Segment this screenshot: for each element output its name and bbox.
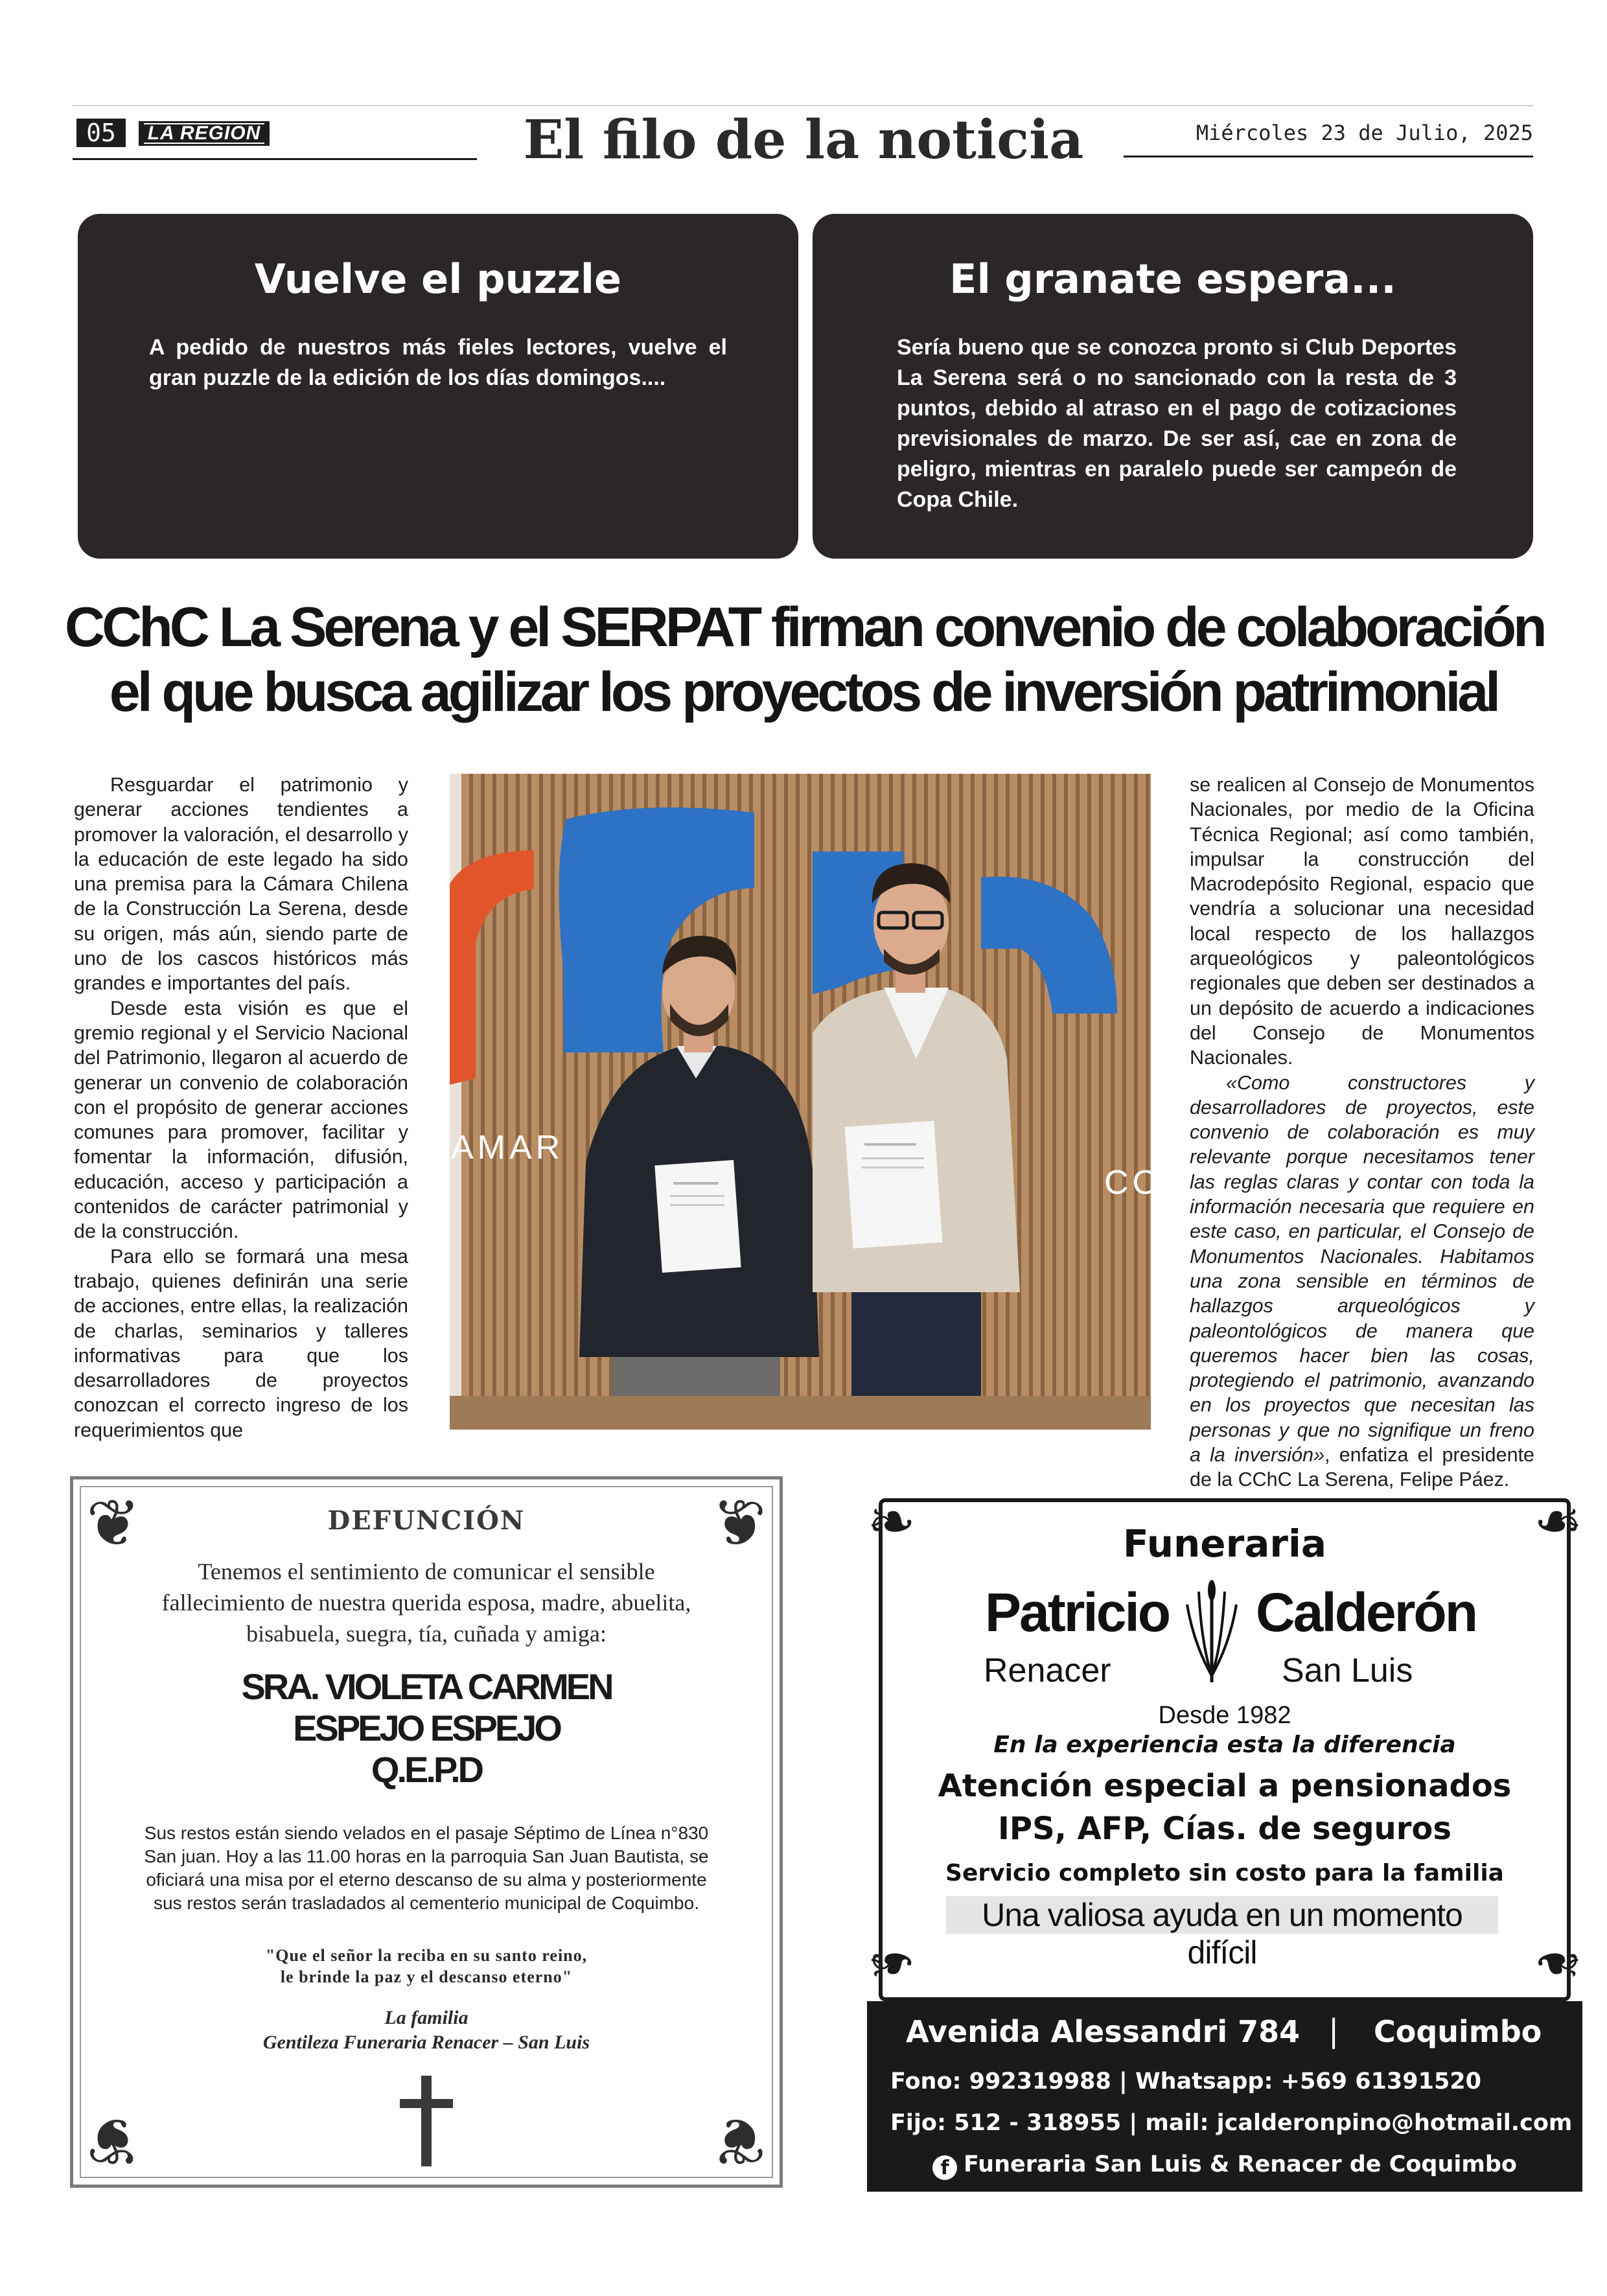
- note-title: Vuelve el puzzle: [254, 255, 622, 303]
- ad-phone-line: Fono: 992319988 | Whatsapp: +569 61391520: [890, 2069, 1482, 2094]
- obituary-quote-line: le brinde la paz y el descanso eterno": [280, 1967, 573, 1986]
- header-rule-right: [1124, 156, 1533, 157]
- ad-service: Servicio completo sin costo para la familia: [945, 1860, 1504, 1886]
- section-title: El filo de la noticia: [523, 109, 1084, 171]
- article-paragraph: Para ello se formará una mesa trabajo, quienes definirán una serie de acciones, entre ellas, la realización de charlas, seminarios y talleres informativas para que los desarrolladores de proyectos conozcan el correcto ingreso de los requerimientos que: [74, 1245, 408, 1441]
- obituary-intro: Tenemos el sentimiento de comunicar el sensible fallecimiento de nuestra querida esposa, madre, abuelita, bisabuela, suegra, tía, cuñada y amiga:: [161, 1559, 691, 1647]
- ad-attention-line-2: IPS, AFP, Cías. de seguros: [998, 1811, 1451, 1847]
- obituary-name: [73, 1666, 780, 1791]
- wheat-icon: [1181, 1579, 1243, 1682]
- article-paragraph: se realicen al Consejo de Monumentos Nacionales, por medio de la Oficina Técnica Regional; así como también, impulsar la construcción del Macrodepósito Regional, espacio que vendría a solucionar una necesidad local respecto de los hallazgos arqueológicos y paleontológicos regionales que deben ser destinados a un depósito de acuerdo a indicaciones del Consejo de Monumentos Nacionales.: [1190, 774, 1534, 1069]
- obituary-name-line: ESPEJO ESPEJO: [293, 1708, 560, 1748]
- ornament-bottom-right-icon: ❦: [712, 2103, 767, 2179]
- publication-logo: [139, 121, 270, 146]
- headline-line-2: el que busca agilizar los proyectos de inversión patrimonial: [109, 661, 1498, 723]
- ad-ornament-right-icon: ❧: [1533, 1488, 1582, 1556]
- note-title: El granate espera...: [949, 255, 1396, 303]
- obituary-name-line: Q.E.P.D: [371, 1749, 482, 1790]
- ad-facebook-text: Funeraria San Luis & Renacer de Coquimbo: [964, 2151, 1517, 2177]
- ornament-top-left-icon: ❦: [86, 1485, 141, 1561]
- obituary-signature-line: Gentileza Funeraria Renacer – San Luis: [262, 2032, 590, 2053]
- ad-contact-panel: [867, 2001, 1582, 2192]
- ornament-bottom-left-icon: ❦: [86, 2103, 141, 2179]
- ad-address: Avenida Alessandri 784: [906, 2014, 1301, 2049]
- ad-name-last: Calderón: [1256, 1582, 1477, 1643]
- obituary-signature: [73, 2006, 780, 2055]
- obituary-quote-line: "Que el señor la reciba en su santo reino,: [265, 1946, 588, 1965]
- ad-since: Desde 1982: [1158, 1702, 1291, 1729]
- document-left: [654, 1160, 741, 1273]
- article-column-left: [74, 772, 408, 1443]
- ad-sub-renacer: Renacer: [984, 1652, 1111, 1689]
- article-paragraph: Desde esta visión es que el gremio regional y el Servicio Nacional del Patrimonio, llegaron al acuerdo de generar un convenio de colaboración con el propósito de generar acciones comunes para promover, facilitar y fomentar la información, difusión, educación, acceso y participación a contenidos de carácter patrimonial y de la construcción.: [74, 997, 408, 1243]
- top-rule: [73, 105, 1533, 106]
- ad-ornament-bottom-left-icon: ❧: [867, 1929, 916, 1997]
- header-rule-left: [73, 158, 477, 160]
- ad-fixed-line: Fijo: 512 - 318955 | mail: jcalderonpino@hotmail.com: [890, 2110, 1573, 2136]
- ad-separator: |: [1328, 2013, 1339, 2049]
- article-quote: «Como constructores y desarrolladores de proyectos, este convenio de colaboración es muy relevante porque necesitamos tener las reglas claras y contar con toda la información necesaria que requiere en este caso, en particular, el Consejo de Monumentos Nacionales. Habitamos una zona sensible en términos de hallazgos arqueológicos y paleontológicos de manera que queremos hacer bien las cosas, protegiendo el patrimonio, avanzando en los proyectos que necesitan las personas y que no signifique un freno a la inversión»: [1190, 1071, 1534, 1467]
- publication-name: LA REGION: [144, 123, 265, 144]
- facebook-icon: f: [932, 2155, 957, 2180]
- wall-text-right: CO: [1104, 1164, 1162, 1201]
- article-paragraph: Resguardar el patrimonio y generar acciones tendientes a promover la valoración, el desarrollo y la educación de este legado ha sido una premisa para la Cámara Chilena de la Construcción La Serena, desde su origen, más aún, siendo parte de uno de los cascos históricos más grandes e importantes del país.: [74, 774, 408, 995]
- ad-sub-san-luis: San Luis: [1282, 1652, 1413, 1689]
- floor: [450, 1396, 1151, 1430]
- article-photo: [450, 774, 1162, 1430]
- note-box-puzzle: [78, 214, 798, 559]
- ad-facebook: [867, 2151, 1582, 2180]
- note-box-granate: [813, 214, 1533, 559]
- issue-date: Miércoles 23 de Julio, 2025: [1196, 121, 1533, 145]
- page-number: 05: [76, 119, 126, 147]
- ad-attention-line-1: Atención especial a pensionados: [938, 1768, 1512, 1804]
- quote-attribution: , enfatiza el presidente de la CChC La Serena, Felipe Páez.: [1190, 1444, 1534, 1491]
- ad-ornament-left-icon: ❧: [867, 1488, 916, 1556]
- ad-ornament-bottom-right-icon: ❧: [1533, 1929, 1582, 1997]
- obituary-heading: DEFUNCIÓN: [327, 1505, 526, 1536]
- ad-help-banner: Una valiosa ayuda en un momento difícil: [946, 1896, 1498, 1934]
- cross-svg: [397, 2076, 456, 2166]
- ad-name-first: Patricio: [985, 1582, 1170, 1643]
- article-headline: [65, 595, 1542, 725]
- ad-funeraria: Funeraria: [1122, 1522, 1326, 1566]
- cross-icon: [73, 2076, 780, 2166]
- ornament-top-right-icon: ❦: [712, 1485, 767, 1561]
- funeral-home-ad: [867, 1488, 1582, 2192]
- document-right: [845, 1120, 943, 1248]
- note-text: A pedido de nuestros más fieles lectores, vuelve el gran puzzle de la edición de los días domingos....: [149, 335, 727, 390]
- obituary-details: Sus restos están siendo velados en el pasaje Séptimo de Línea n°830 San juan. Hoy a las 11.00 horas en la parroquia San Juan Bautista, se oficiará una misa por el eterno descanso de su alma y posteriormente sus restos serán trasladados al cementerio municipal de Coquimbo.: [144, 1823, 709, 1913]
- ad-tagline: En la experiencia esta la diferencia: [993, 1732, 1456, 1758]
- obituary-quote: [73, 1945, 780, 1988]
- headline-line-1: CChC La Serena y el SERPAT firman convenio de colaboración: [65, 596, 1544, 658]
- article-column-right: [1190, 772, 1534, 1492]
- ad-city: Coquimbo: [1374, 2014, 1542, 2049]
- note-text: Sería bueno que se conozca pronto si Club Deportes La Serena será o no sancionado con la resta de 3 puntos, debido al atraso en el pago de cotizaciones previsionales de marzo. De ser así, cae en zona de peligro, mientras en paralelo puede ser campeón de Copa Chile.: [897, 335, 1457, 512]
- photo-illustration: [450, 774, 1162, 1430]
- obituary-notice: [70, 1476, 783, 2188]
- article-quote-paragraph: [1190, 1071, 1534, 1492]
- obituary-signature-line: La familia: [384, 2007, 468, 2028]
- wall-text-left: AMAR: [451, 1129, 564, 1166]
- obituary-name-line: SRA. VIOLETA CARMEN: [241, 1666, 612, 1707]
